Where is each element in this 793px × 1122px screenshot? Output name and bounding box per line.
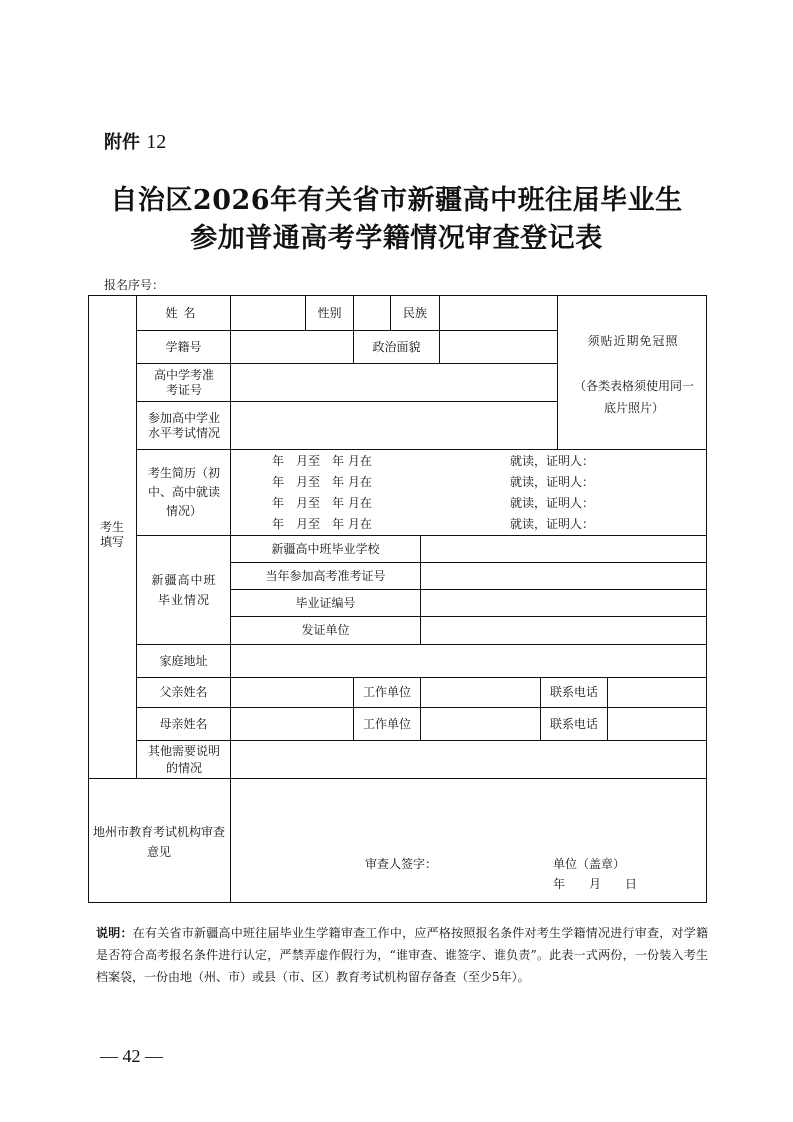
history-study-3: 就读，证明人： bbox=[510, 496, 595, 510]
grad-school-label: 新疆高中班毕业学校 bbox=[271, 541, 380, 556]
ethnicity-label: 民族 bbox=[402, 305, 427, 320]
mother-phone-label: 联系电话 bbox=[549, 716, 598, 731]
history-label: 考生简历（初中、高中就读情况） bbox=[147, 465, 220, 518]
history-dates-4: 年 月至 年 月在 bbox=[272, 517, 372, 531]
reviewer-signature-label: 审查人签字： bbox=[365, 857, 438, 871]
hs-exam-id-label: 高中学考准考证号 bbox=[153, 367, 214, 397]
father-phone-label: 联系电话 bbox=[549, 685, 598, 699]
history-dates-2: 年 月至 年 月在 bbox=[272, 475, 372, 489]
note-text: 在有关省市新疆高中班往届毕业生学籍审查工作中，应严格按照报名条件对考生学籍情况进行审查，对学籍是否符合高考报名条件进行认定，严禁弄虚作假行为，“谁审查、谁签字、谁负责”。此表一式两份，一份装入考生档案袋，一份由地（州、市）或县（市、区）教育考试机构留存备查（至少5年）。 bbox=[96, 926, 708, 984]
note-label: 说明： bbox=[96, 926, 133, 940]
mother-work-unit-label: 工作单位 bbox=[362, 716, 411, 731]
gender-label: 性别 bbox=[317, 305, 342, 320]
political-status-label: 政治面貌 bbox=[372, 339, 421, 354]
other-notes-label: 其他需要说明的情况 bbox=[147, 743, 220, 775]
applicant-section-label: 考生填写 bbox=[99, 520, 124, 549]
title-line-2: 参加普通高考学籍情况审查登记表 bbox=[190, 223, 603, 254]
photo-instruction-note: （各类表格须使用同一底片照片） bbox=[573, 379, 694, 415]
review-label: 地州市教育考试机构审查意见 bbox=[93, 825, 226, 859]
photo-instruction: 须贴近期免冠照 bbox=[587, 333, 679, 348]
history-study-2: 就读，证明人： bbox=[510, 475, 595, 489]
page-number: — 42 — bbox=[100, 1046, 163, 1066]
history-dates-1: 年 月至 年 月在 bbox=[272, 454, 372, 468]
grad-cert-no-label: 毕业证编号 bbox=[295, 595, 356, 610]
name-label: 姓名 bbox=[165, 305, 202, 320]
grad-issuer-label: 发证单位 bbox=[301, 623, 350, 637]
home-address-label: 家庭地址 bbox=[159, 653, 208, 668]
mother-name-label: 母亲姓名 bbox=[159, 716, 208, 731]
proficiency-exam-label: 参加高中学业水平考试情况 bbox=[147, 410, 220, 440]
history-study-4: 就读，证明人： bbox=[510, 517, 595, 531]
serial-number-label: 报名序号： bbox=[104, 278, 165, 292]
father-name-label: 父亲姓名 bbox=[159, 685, 208, 699]
grad-exam-id-label: 当年参加高考准考证号 bbox=[265, 568, 386, 583]
history-dates-3: 年 月至 年 月在 bbox=[272, 496, 372, 510]
student-id-label: 学籍号 bbox=[165, 339, 202, 354]
graduation-label: 新疆高中班毕业情况 bbox=[151, 573, 217, 607]
father-work-unit-label: 工作单位 bbox=[362, 685, 411, 699]
review-date: 年 月 日 bbox=[553, 877, 638, 891]
title-line-1: 自治区2026年有关省市新疆高中班往届毕业生 bbox=[110, 185, 683, 216]
unit-seal-label: 单位（盖章） bbox=[553, 857, 626, 871]
history-study-1: 就读，证明人： bbox=[510, 454, 595, 468]
explanatory-note bbox=[96, 922, 708, 988]
attachment-label: 附件 12 bbox=[104, 131, 167, 153]
